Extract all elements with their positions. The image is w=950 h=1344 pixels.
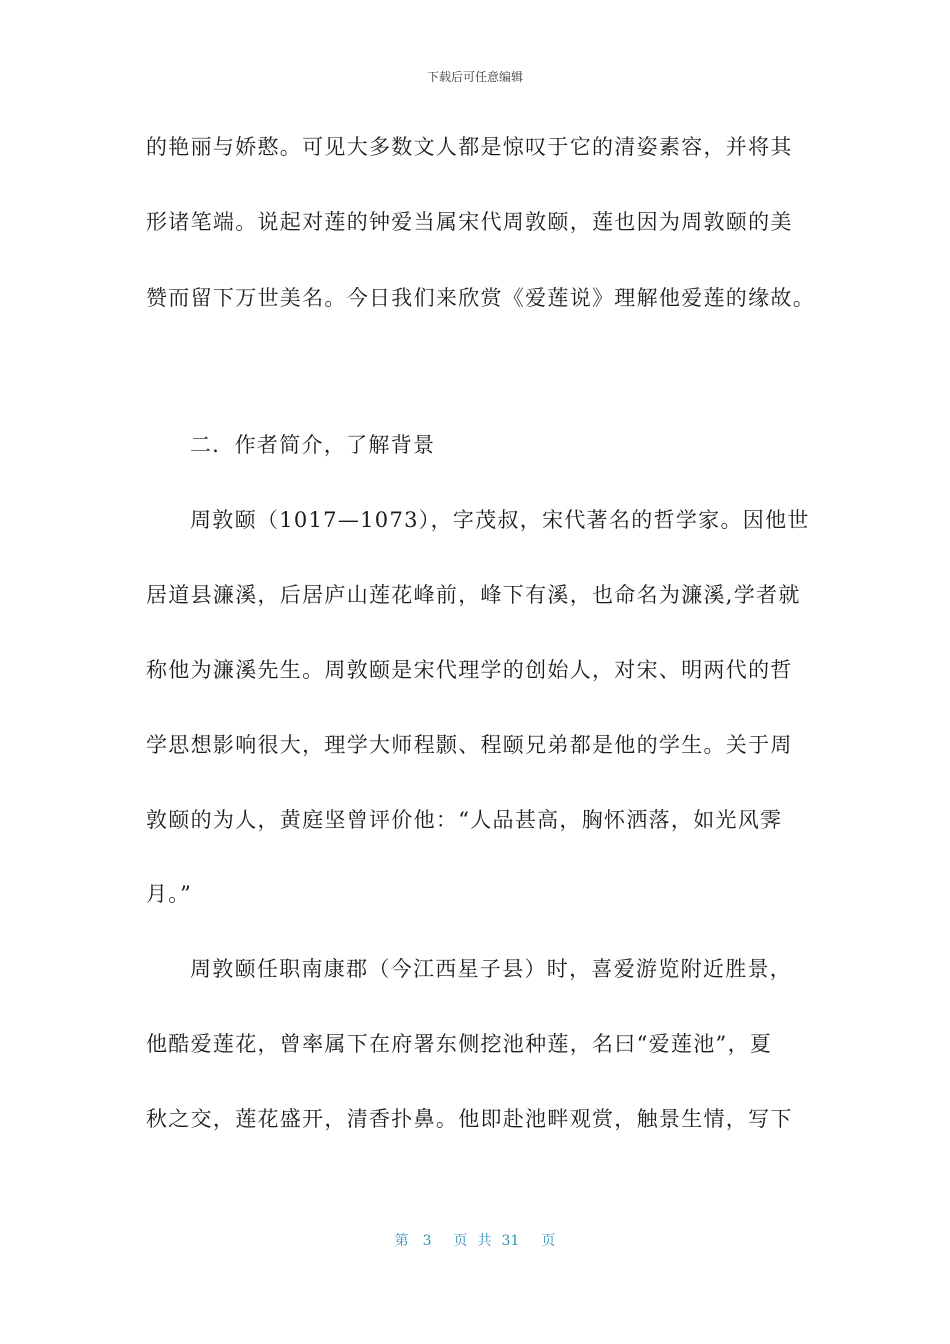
section-heading: 二．作者简介，了解背景: [190, 433, 436, 457]
paragraph-line: 形诸笔端。说起对莲的钟爱当属宋代周敦颐，莲也因为周敦颐的美: [146, 210, 793, 234]
paragraph-line: 敦颐的为人，黄庭坚曾评价他：“人品甚高，胸怀洒落，如光风霁: [146, 808, 783, 832]
paragraph-line: 学思想影响很大，理学大师程颢、程颐兄弟都是他的学生。关于周: [146, 733, 793, 757]
paragraph-line: 秋之交，莲花盛开，清香扑鼻。他即赴池畔观赏，触景生情，写下: [146, 1107, 793, 1131]
paragraph-line: 月。”: [146, 882, 193, 906]
paragraph-line: 居道县濂溪，后居庐山莲花峰前，峰下有溪，也命名为濂溪,学者就: [146, 583, 801, 607]
page-footer: [0, 1230, 950, 1250]
header-note: 下载后可任意编辑: [426, 70, 523, 84]
paragraph-line: 周敦颐任职南康郡（今江西星子县）时，喜爱游览附近胜景，: [190, 957, 793, 981]
page-mid: 页: [453, 1233, 468, 1249]
total-suffix: 页: [541, 1233, 556, 1249]
paragraph-line: 称他为濂溪先生。周敦颐是宋代理学的创始人，对宋、明两代的哲: [146, 658, 793, 682]
paragraph-line: 的艳丽与娇憨。可见大多数文人都是惊叹于它的清姿素容，并将其: [146, 135, 793, 159]
page-number: 3: [422, 1233, 432, 1249]
paragraph-line: 赞而留下万世美名。今日我们来欣赏《爱莲说》理解他爱莲的缘故。: [146, 286, 815, 310]
total-prefix: 共: [477, 1233, 492, 1249]
total-pages: 31: [501, 1233, 520, 1249]
page-prefix: 第: [394, 1233, 409, 1249]
paragraph-line: 周敦颐（1017—1073），字茂叔，宋代著名的哲学家。因他世: [190, 508, 810, 532]
paragraph-line: 他酷爱莲花，曾率属下在府署东侧挖池种莲，名曰“爱莲池”，夏: [146, 1032, 773, 1056]
